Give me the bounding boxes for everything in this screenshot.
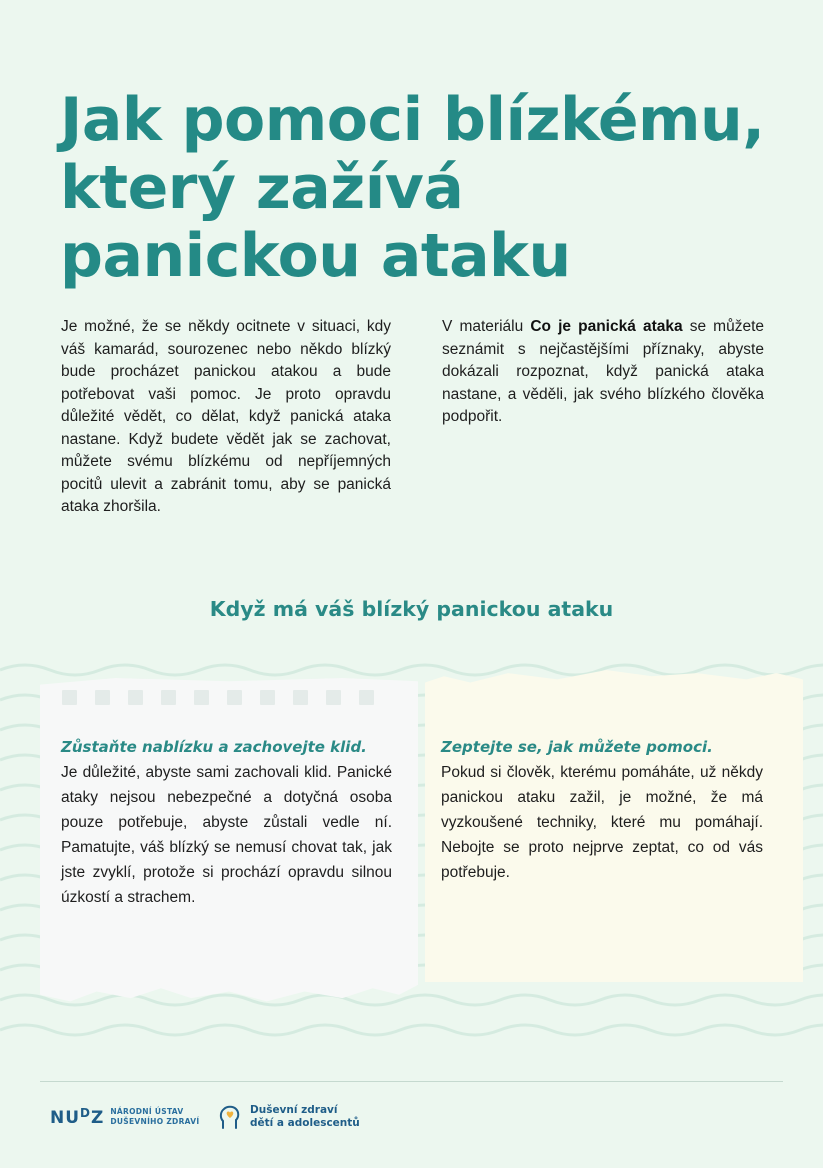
dz-line-2: dětí a adolescentů [250,1117,360,1129]
page-title: Jak pomoci blízkému, který zažívá panickou ataku [60,85,765,291]
hole [194,690,209,705]
hole [95,690,110,705]
card-body-ask-how: Pokud si člověk, kterému pomáháte, už někdy panickou ataku zažil, je možné, že má vyzkoušené techniky, které mu pomáhají. Nebojte se proto nejprve zeptat, co od vás potřebuje. [441,764,763,881]
card-body-stay-close: Je důležité, abyste sami zachovali klid. Panické ataky nejsou nebezpečné a dotyčná osoba pouze potřebuje, abyste zůstali vedle ní. Pamatujte, váš blízký se nemusí chovat tak, jak jste zvyklí, protože si prochází opravdu silnou úzkostí a strachem. [61,764,392,906]
nudz-logo-text [110,1107,199,1127]
footer-divider [40,1081,783,1082]
dz-logo-text [250,1104,360,1130]
notebook-holes [62,690,374,705]
hole [128,690,143,705]
nudz-line-1: NÁRODNÍ ÚSTAV [110,1107,184,1116]
hole [62,690,77,705]
nudz-logo [50,1106,199,1128]
hole [359,690,374,705]
hole [260,690,275,705]
section-heading: Když má váš blízký panickou ataku [209,597,614,621]
hole [293,690,308,705]
intro-paragraph: Je možné, že se někdy ocitnete v situaci, kdy váš kamarád, sourozenec nebo někdo blízký bude procházet panickou atakou a bude potřebovat vaši pomoc. Je proto opravdu důležité vědět, co dělat, když panická ataka nastane. Když budete vědět jak se zachovat, můžete svému blízkému od nepříjemných pocitů ulevit a zabránit tomu, aby se panická ataka zhoršila. [61,318,391,515]
nudz-line-2: DUŠEVNÍHO ZDRAVÍ [110,1117,200,1126]
card-title-stay-close: Zůstaňte nablízku a zachovejte klid. [61,738,367,756]
hole [227,690,242,705]
intro-reference-paragraph [442,316,764,429]
nudz-logo-mark: $NU^DZ$ [50,1106,105,1128]
hole [161,690,176,705]
hole [326,690,341,705]
intro-reference-rest: se můžete seznámit s nejčastějšími příznaky, abyste dokázali rozpoznat, když panická ataka nastane, a věděli, jak svého blízkého člověka podpořit. [442,318,765,425]
head-heart-icon [218,1104,242,1130]
dz-logo [218,1104,360,1130]
card-title-ask-how: Zeptejte se, jak můžete pomoci. [441,738,713,756]
dz-line-1: Duševní zdraví [250,1104,338,1116]
material-link-text: Co je panická ataka [530,318,683,335]
intro-reference-lead: V materiálu [442,318,531,335]
